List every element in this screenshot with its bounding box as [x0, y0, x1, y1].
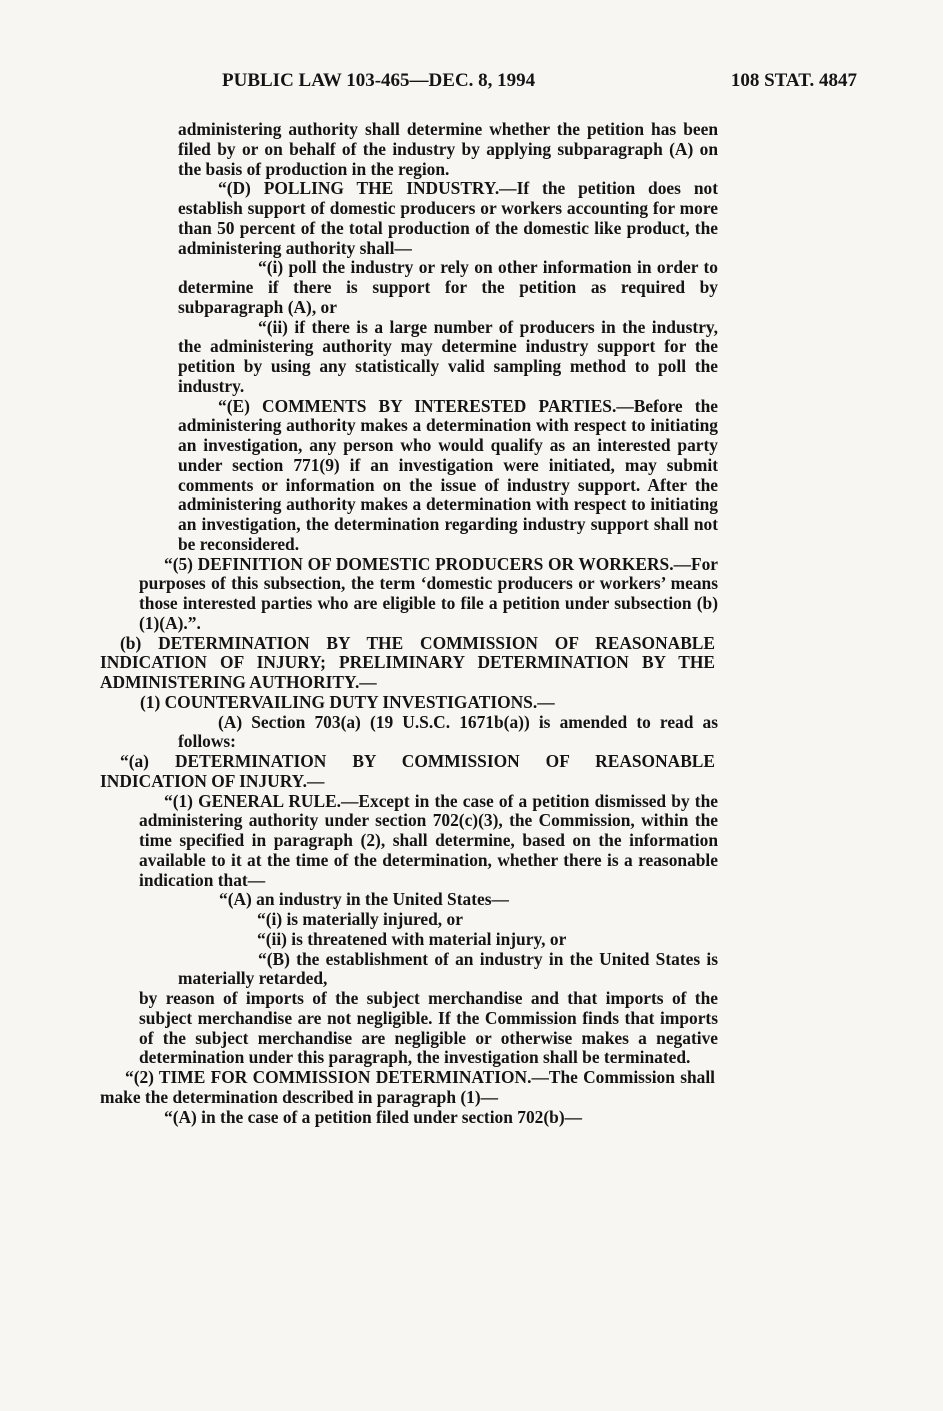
- paragraph-polling-the-industry: “(D) POLLING THE INDUSTRY.—If the petition does not establish support of domestic producers or workers accounting for more than 50 percent of the total production of the domestic like product, the administering authority shall—: [178, 178, 718, 258]
- subsection-a-determination-heading: “(a) DETERMINATION BY COMMISSION OF REASONABLE INDICATION OF INJURY.—: [100, 751, 715, 791]
- clause-ii-threatened: “(ii) is threatened with material injury, or: [257, 928, 567, 949]
- clause-i-materially-injured: “(i) is materially injured, or: [257, 909, 463, 929]
- paragraph-countervailing-duty: (1) COUNTERVAILING DUTY INVESTIGATIONS.—: [140, 691, 555, 712]
- paragraph-time-for-determination: “(2) TIME FOR COMMISSION DETERMINATION.—The Commission shall make the determination described in paragraph (1)—: [100, 1067, 715, 1107]
- page-header: [222, 70, 857, 92]
- paragraph-definition-domestic-producers: “(5) DEFINITION OF DOMESTIC PRODUCERS OR WORKERS.—For purposes of this subsection, the term ‘domestic producers or workers’ means those interested parties who are eligible to file a petition under subsection (b)(1)(A).”.: [139, 553, 718, 633]
- statute-page-number: 108 STAT. 4847: [730, 70, 857, 91]
- subparagraph-a-petition-filed: “(A) in the case of a petition filed under section 702(b)—: [164, 1106, 582, 1127]
- paragraph-continuation: administering authority shall determine whether the petition has been filed by or on behalf of the industry by applying subparagraph (A) on the basis of production in the region.: [178, 119, 718, 179]
- paragraph-general-rule: “(1) GENERAL RULE.—Except in the case of a petition dismissed by the administering authority under section 702(c)(3), the Commission, within the time specified in paragraph (2), shall determine, based on the information available to it at the time of the determination, whether there is a reasonable indication that—: [139, 790, 718, 890]
- running-title: PUBLIC LAW 103-465—DEC. 8, 1994: [222, 70, 536, 91]
- paragraph-comments-by-interested-parties: “(E) COMMENTS BY INTERESTED PARTIES.—Before the administering authority makes a determination with respect to initiating an investigation, any person who would qualify as an interested party under section 771(9) if an investigation were initiated, may submit comments or information on the issue of industry support. After the administering authority makes a determination with respect to initiating an investigation, the determination regarding industry support shall not be reconsidered.: [178, 395, 718, 554]
- subsection-b-heading: (b) DETERMINATION BY THE COMMISSION OF REASONABLE INDICATION OF INJURY; PRELIMINARY DETERMINATION BY THE ADMINISTERING AUTHORITY.—: [100, 632, 715, 692]
- statute-text: [0, 120, 943, 1127]
- paragraph-by-reason-of-imports: by reason of imports of the subject merchandise and that imports of the subject merchandise are not negligible. If the Commission finds that imports of the subject merchandise are negligible or otherwise makes a negative determination under this paragraph, the investigation shall be terminated.: [139, 988, 718, 1068]
- subparagraph-b-establishment: “(B) the establishment of an industry in the United States is materially retarded,: [178, 948, 718, 989]
- clause-i-poll-industry: “(i) poll the industry or rely on other information in order to determine if there is support for the petition as required by subparagraph (A), or: [178, 257, 718, 317]
- subparagraph-a-section-703a: (A) Section 703(a) (19 U.S.C. 1671b(a)) is amended to read as follows:: [178, 711, 718, 752]
- clause-ii-sampling: “(ii) if there is a large number of producers in the industry, the administering authority may determine industry support for the petition by using any statistically valid sampling method to poll the industry.: [178, 316, 718, 396]
- subparagraph-a-industry: “(A) an industry in the United States—: [219, 889, 509, 910]
